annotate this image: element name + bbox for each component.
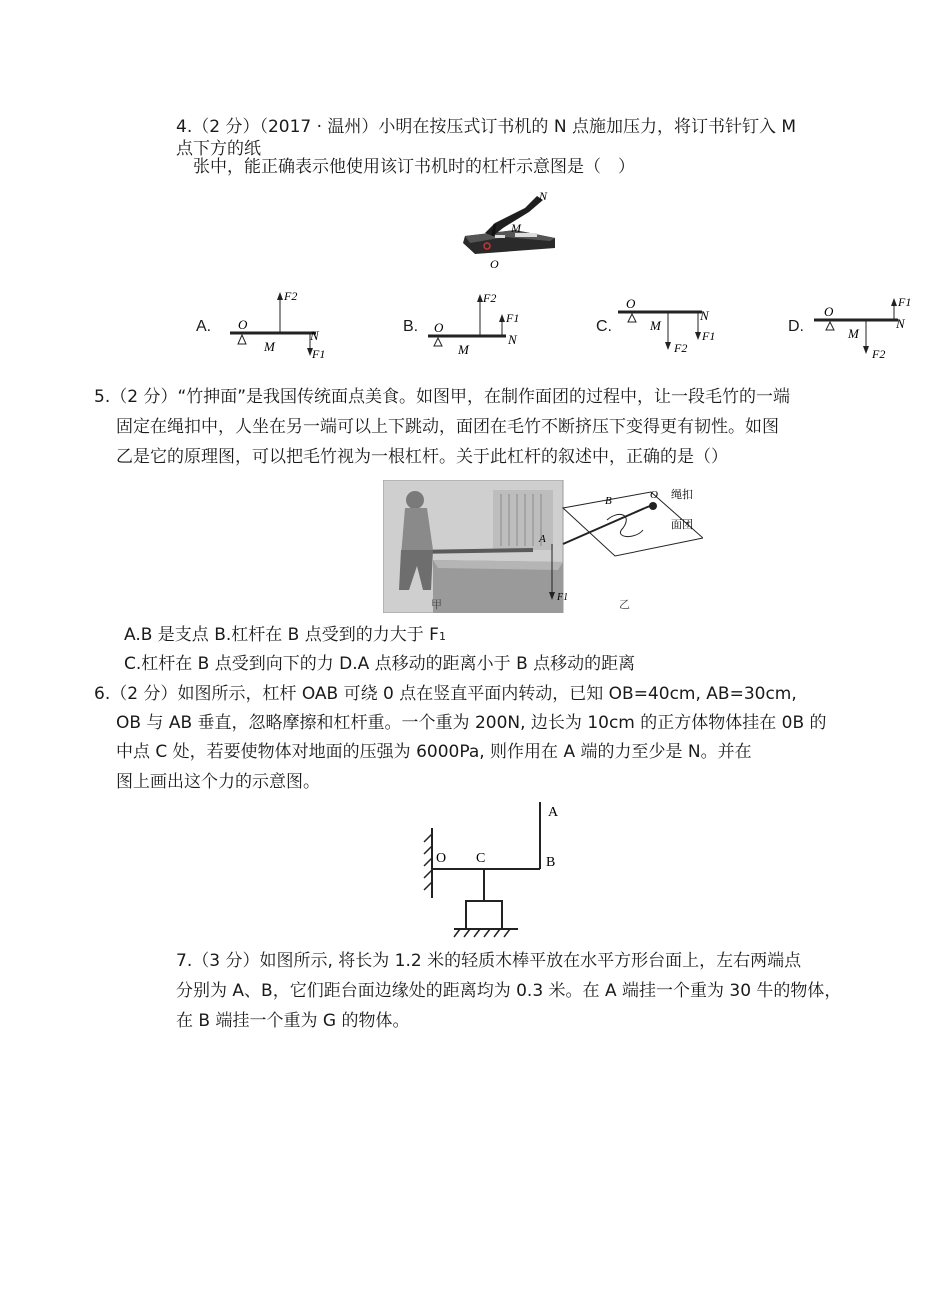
opt-a-f2: F2 xyxy=(284,289,298,303)
q6-lever-diagram xyxy=(418,798,568,943)
q5-label-miantuan: 面团 xyxy=(671,519,693,531)
q7-line-2: 分别为 A、B，它们距台面边缘处的距离均为 0.3 米。在 A 端挂一个重为 30 牛的物体， xyxy=(176,981,842,1001)
q5-label-yi: 乙 xyxy=(619,599,630,611)
q5-label-b: B xyxy=(605,495,612,507)
opt-d-f2: F2 xyxy=(872,347,886,361)
q5-line-2: 固定在绳扣中，人坐在另一端可以上下跳动，面团在毛竹不断挤压下变得更有韧性。如图 xyxy=(116,417,779,437)
q6-line-3: 中点 C 处，若要使物体对地面的压强为 6000Pa, 则作用在 A 端的力至少是 N。并在 xyxy=(116,742,752,762)
opt-a-f1: F1 xyxy=(312,347,326,361)
q4-option-c-diagram xyxy=(614,294,724,364)
q5-label-jia: 甲 xyxy=(431,599,442,611)
opt-b-m: M xyxy=(458,342,469,357)
q6-line-2: OB 与 AB 垂直，忽略摩擦和杠杆重。一个重为 200N, 边长为 10cm 的正方体物体挂在 0B 的 xyxy=(116,713,827,733)
q5-label-o: O xyxy=(650,489,658,501)
q4-option-d-diagram xyxy=(810,290,922,364)
q7-line-1: 7.（3 分）如图所示, 将长为 1.2 米的轻质木棒平放在水平方形台面上，左右两端点 xyxy=(176,951,802,971)
opt-c-o: O xyxy=(626,296,636,311)
q4-option-c-label[interactable]: C. xyxy=(596,318,612,335)
opt-b-f1: F1 xyxy=(506,311,520,325)
opt-b-o: O xyxy=(434,320,444,335)
q4-option-a-diagram xyxy=(222,286,332,366)
q5-option-cd[interactable]: C.杠杆在 B 点受到向下的力 D.A 点移动的距离小于 B 点移动的距离 xyxy=(124,654,636,674)
opt-d-m: M xyxy=(848,326,859,341)
opt-b-f2: F2 xyxy=(483,291,497,305)
q6-line-4: 图上画出这个力的示意图。 xyxy=(116,772,320,792)
stapler-label-m: M xyxy=(511,221,521,235)
q5-label-a: A xyxy=(539,533,546,545)
q5-figure xyxy=(383,480,703,613)
stapler-figure xyxy=(455,188,565,278)
q5-line-3: 乙是它的原理图，可以把毛竹视为一根杠杆。关于此杠杆的叙述中，正确的是（） xyxy=(116,447,728,467)
q6-line-1: 6.（2 分）如图所示，杠杆 OAB 可绕 0 点在竖直平面内转动，已知 OB=40cm, AB=30cm, xyxy=(94,684,797,704)
q6-label-a: A xyxy=(548,805,559,820)
q6-label-b: B xyxy=(546,855,556,870)
q4-option-a-label[interactable]: A. xyxy=(196,318,212,335)
q4-option-b-label[interactable]: B. xyxy=(403,318,419,335)
opt-d-o: O xyxy=(824,304,834,319)
opt-d-f1: F1 xyxy=(898,295,912,309)
opt-d-n: N xyxy=(896,316,905,331)
q5-line-1: 5.（2 分）“竹抻面”是我国传统面点美食。如图甲，在制作面团的过程中，让一段毛竹的一端 xyxy=(94,387,791,407)
opt-c-f1: F1 xyxy=(702,329,716,343)
opt-a-o: O xyxy=(238,317,248,332)
opt-c-m: M xyxy=(650,318,661,333)
stapler-label-n: N xyxy=(539,189,548,203)
opt-a-n: N xyxy=(310,328,319,343)
stapler-label-o: O xyxy=(490,257,499,271)
q5-option-ab[interactable]: A.B 是支点 B.杠杆在 B 点受到的力大于 F1 xyxy=(124,625,446,645)
q7-line-3: 在 B 端挂一个重为 G 的物体。 xyxy=(176,1011,410,1031)
q5-label-shengkou: 绳扣 xyxy=(671,489,693,501)
opt-a-m: M xyxy=(264,339,275,354)
q5-option-ab-subscript: 1 xyxy=(438,630,446,643)
q4-line-2: 点下方的纸 xyxy=(176,139,261,159)
q4-option-b-diagram xyxy=(424,286,534,366)
opt-c-n: N xyxy=(700,308,709,323)
q4-line-3: 张中，能正确表示他使用该订书机时的杠杆示意图是（ ） xyxy=(193,157,635,177)
q6-label-c: C xyxy=(476,851,486,866)
opt-c-f2: F2 xyxy=(674,341,688,355)
q6-label-o: O xyxy=(436,851,447,866)
q5-label-f1: F1 xyxy=(557,592,569,603)
q4-line-1: 4.（2 分）（2017 · 温州）小明在按压式订书机的 N 点施加压力，将订书针钉入 M xyxy=(176,117,797,137)
opt-b-n: N xyxy=(508,332,517,347)
q4-option-d-label[interactable]: D. xyxy=(788,318,804,335)
